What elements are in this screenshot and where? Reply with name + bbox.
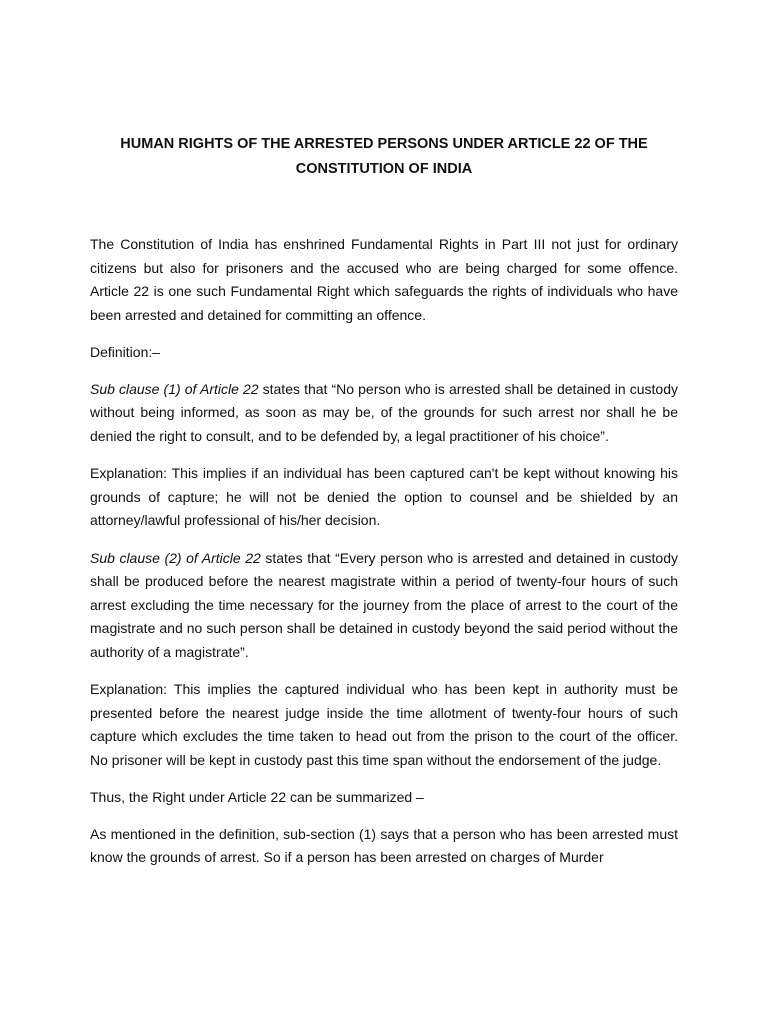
summary-paragraph: As mentioned in the definition, sub-section (1) says that a person who has been arrested must know the grounds of arrest. So if a person has been arrested on charges of Murder: [90, 825, 678, 865]
document-title: [90, 132, 678, 182]
document-title-line-2: CONSTITUTION OF INDIA: [295, 161, 473, 177]
clause-1-paragraph: [90, 378, 678, 449]
definition-heading: Definition:–: [90, 344, 161, 360]
document-title-line-1: HUMAN RIGHTS OF THE ARRESTED PERSONS UNDER ARTICLE 22 OF THE: [120, 136, 648, 152]
intro-paragraph: The Constitution of India has enshrined Fundamental Rights in Part III not just for ordinary citizens but also for prisoners and the accused who are being charged for some offence. Article 22 is one such Fundamental Right which safeguards the rights of individuals who have been arrested and detained for committing an offence.: [90, 236, 678, 323]
explanation-2-paragraph: Explanation: This implies the captured individual who has been kept in authority must be presented before the nearest judge inside the time allotment of twenty-four hours of such capture which excludes the time taken to head out from the prison to the court of the officer. No prisoner will be kept in custody past this time span without the endorsement of the judge.: [90, 681, 678, 768]
summary-heading: Thus, the Right under Article 22 can be summarized –: [90, 789, 424, 805]
clause-2-reference: Sub clause (2) of Article 22: [90, 549, 261, 566]
clause-1-text: states that “No person who is arrested shall be detained in custody without being informed, as soon as may be, of the grounds for such arrest nor shall he be denied the right to consult, and to be defended by, a legal practitioner of his choice”.: [90, 380, 679, 444]
clause-2-text: states that “Every person who is arrested and detained in custody shall be produced before the nearest magistrate within a period of twenty-four hours of such arrest excluding the time necessary for the journey from the place of arrest to the court of the magistrate and no such person shall be detained in custody beyond the said period without the authority of a magistrate”.: [90, 549, 679, 660]
explanation-1-paragraph: Explanation: This implies if an individual has been captured can't be kept without knowing his grounds of capture; he will not be denied the option to counsel and be shielded by an attorney/lawful professional of his/her decision.: [90, 465, 678, 528]
clause-1-reference: Sub clause (1) of Article 22: [90, 380, 259, 397]
clause-2-paragraph: [90, 547, 678, 665]
document-body: [90, 233, 678, 884]
